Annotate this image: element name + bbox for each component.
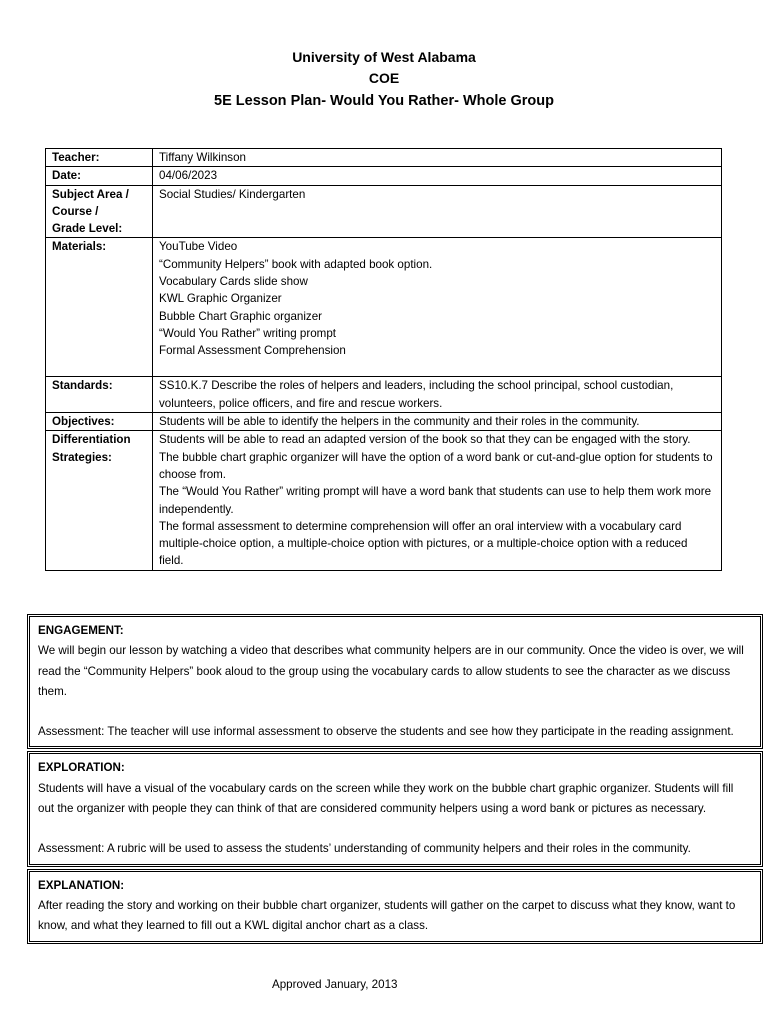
differentiation-label bbox=[46, 431, 153, 570]
differentiation-item: Students will be able to read an adapted version of the book so that they can be engaged with the story. bbox=[159, 433, 691, 447]
material-item: “Community Helpers” book with adapted book option. bbox=[159, 257, 433, 271]
material-item: “Would You Rather” writing prompt bbox=[159, 326, 336, 340]
objectives-row bbox=[46, 413, 722, 431]
objectives-value: Students will be able to identify the helpers in the community and their roles in the community. bbox=[153, 413, 722, 431]
date-value: 04/06/2023 bbox=[153, 167, 722, 185]
exploration-assessment: Assessment: A rubric will be used to assess the students’ understanding of community helpers and their roles in the community. bbox=[38, 842, 691, 856]
date-label: Date: bbox=[46, 167, 153, 185]
differentiation-item: The “Would You Rather” writing prompt will have a word bank that students can use to help them work more independently. bbox=[159, 485, 712, 516]
teacher-value: Tiffany Wilkinson bbox=[153, 149, 722, 167]
materials-label: Materials: bbox=[46, 238, 153, 377]
explanation-section bbox=[27, 869, 763, 944]
material-item: Vocabulary Cards slide show bbox=[159, 275, 308, 289]
standards-row bbox=[46, 377, 722, 413]
objectives-label: Objectives: bbox=[46, 413, 153, 431]
subject-label-line-3: Grade Level: bbox=[52, 222, 123, 236]
explanation-heading: EXPLANATION: bbox=[38, 878, 125, 892]
material-item: Formal Assessment Comprehension bbox=[159, 344, 346, 358]
5e-sections bbox=[27, 614, 763, 946]
subject-value: Social Studies/ Kindergarten bbox=[153, 185, 722, 238]
material-item: Bubble Chart Graphic organizer bbox=[159, 309, 323, 323]
differentiation-value bbox=[153, 431, 722, 570]
document-header bbox=[0, 47, 768, 113]
subject-label-line-2: Course / bbox=[52, 204, 99, 218]
exploration-section bbox=[27, 751, 763, 866]
exploration-text: Students will have a visual of the vocabulary cards on the screen while they work on the bubble chart graphic organizer. Students will fill out the organizer with people they can think of that are considered community helpers using a word bank or pictures as necessary. bbox=[38, 781, 734, 816]
standards-label: Standards: bbox=[46, 377, 153, 413]
approval-footer: Approved January, 2013 bbox=[272, 978, 398, 991]
differentiation-row bbox=[46, 431, 722, 570]
materials-row bbox=[46, 238, 722, 377]
lesson-info-table bbox=[45, 148, 722, 571]
engagement-section bbox=[27, 614, 763, 749]
university-name: University of West Alabama bbox=[292, 49, 476, 65]
subject-row bbox=[46, 185, 722, 238]
subject-label bbox=[46, 185, 153, 238]
differentiation-item: The formal assessment to determine comprehension will offer an oral interview with a vocabulary card multiple-choice option, a multiple-choice option with pictures, or a multiple-choice option with a reduced field. bbox=[159, 519, 688, 568]
material-item: YouTube Video bbox=[159, 240, 238, 254]
differentiation-label-line-2: Strategies: bbox=[52, 450, 112, 464]
material-item: KWL Graphic Organizer bbox=[159, 292, 282, 306]
differentiation-label-line-1: Differentiation bbox=[52, 433, 131, 447]
engagement-assessment: Assessment: The teacher will use informal assessment to observe the students and see how they participate in the reading assignment. bbox=[38, 725, 734, 739]
standards-value: SS10.K.7 Describe the roles of helpers and leaders, including the school principal, school custodian, volunteers, police officers, and fire and rescue workers. bbox=[153, 377, 722, 413]
materials-value bbox=[153, 238, 722, 377]
teacher-row bbox=[46, 149, 722, 167]
college-name: COE bbox=[368, 70, 400, 86]
teacher-label: Teacher: bbox=[46, 149, 153, 167]
engagement-heading: ENGAGEMENT: bbox=[38, 624, 124, 637]
date-row bbox=[46, 167, 722, 185]
subject-label-line-1: Subject Area / bbox=[52, 187, 129, 201]
lesson-title: 5E Lesson Plan- Would You Rather- Whole Group bbox=[214, 93, 554, 109]
exploration-heading: EXPLORATION: bbox=[38, 761, 125, 775]
explanation-text: After reading the story and working on their bubble chart organizer, students will gather on the carpet to discuss what they know, want to know, and what they learned to fill out a KWL digital anchor chart as a class. bbox=[38, 898, 736, 933]
differentiation-item: The bubble chart graphic organizer will have the option of a word bank or cut-and-glue option for students to choose from. bbox=[159, 450, 713, 481]
engagement-text: We will begin our lesson by watching a video that describes what community helpers are in our community. Once the video is over, we will read the “Community Helpers” book aloud to the group using the vocabulary cards to allow students to see the character as we discuss them. bbox=[38, 644, 744, 698]
